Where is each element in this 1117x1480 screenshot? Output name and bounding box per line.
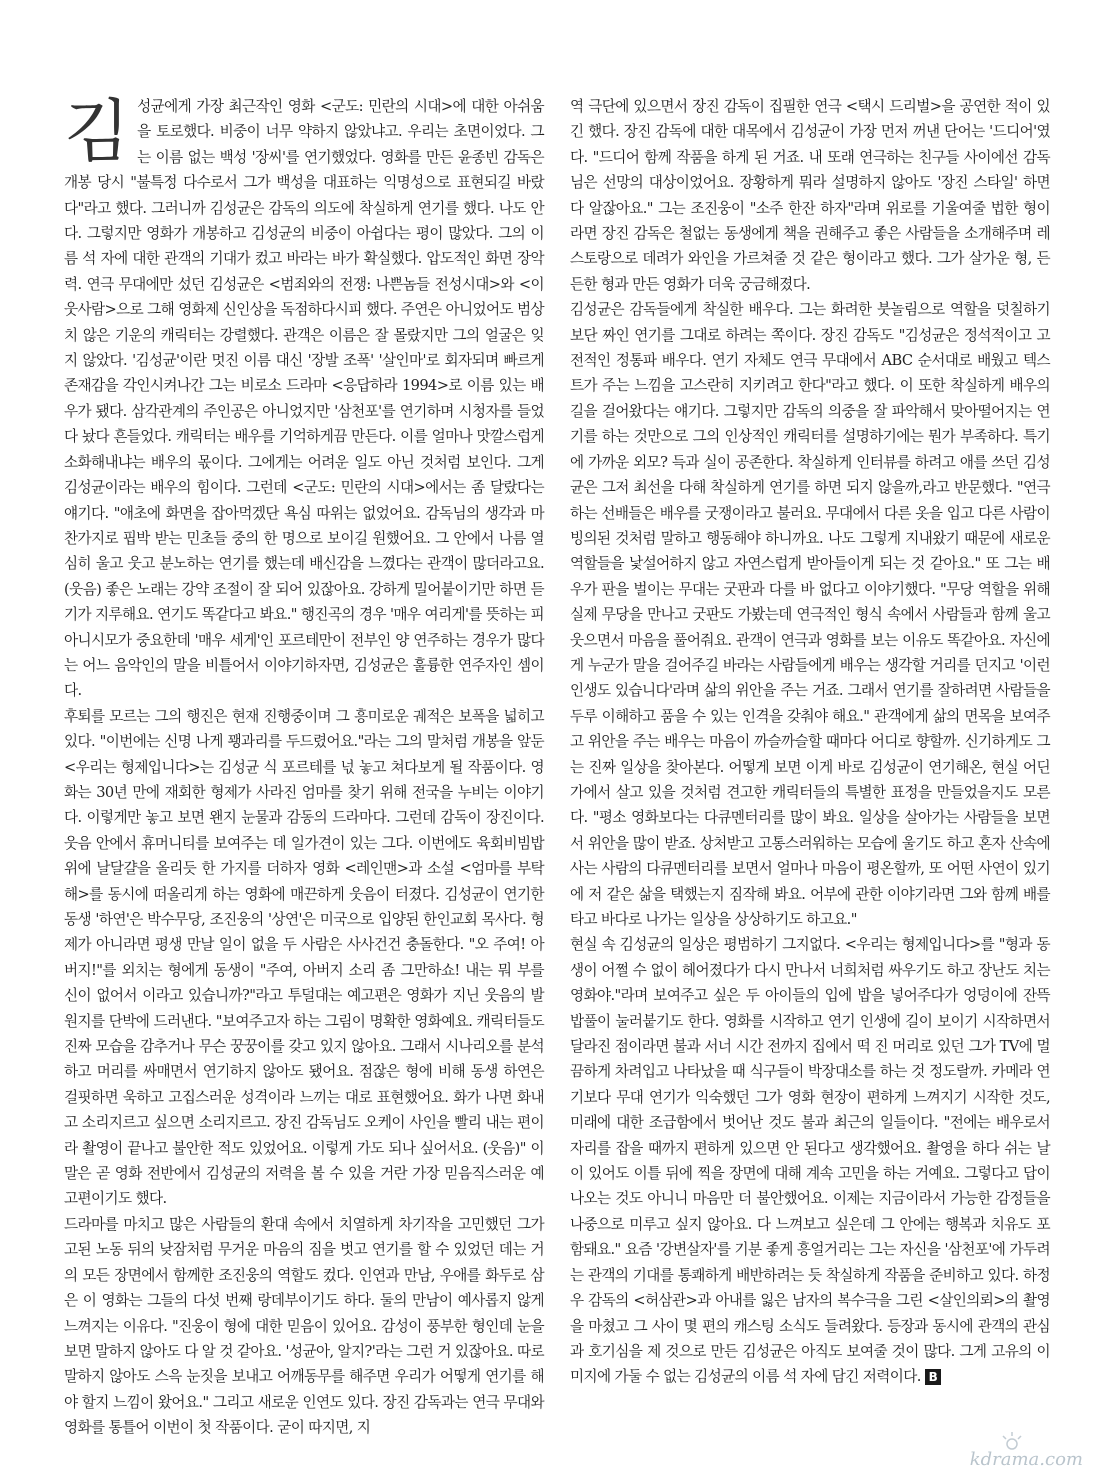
article-paragraph-text: 현실 속 김성균의 일상은 평범하기 그지없다. <우리는 형제입니다>를 "형과 동생이 어쩔 수 없이 헤어졌다가 다시 만나서 너희처럼 싸우기도 하고 장난도 치는 영화야."라며 보여주고 싶은 두 아이들의 입에 밥을 넣어주다가 엉덩이에 잔뜩 밥풀이 눌러붙기도 한다. 영화를 시작하고 연기 인생에 길이 보이기 시작하면서 달라진 점이라면 불과 서너 시간 전까지 집에서 떡 진 머리로 있던 그가 TV에 멀끔하게 차려입고 나타났을 때 식구들이 박장대소를 하는 것 정도랄까. 카메라 연기보다 무대 연기가 익숙했던 그가 영화 현장이 편하게 느껴지기 시작한 것도, 미래에 대한 조급함에서 벗어난 것도 불과 최근의 일들이다. "전에는 배우로서 자리를 잡을 때까지 편하게 있으면 안 된다고 생각했어요. 촬영을 하다 쉬는 날이 있어도 이틀 뒤에 찍을 장면에 대해 계속 고민을 하는 거예요. 그렇다고 답이 나오는 것도 아니니 마음만 더 불안했어요. 이제는 지금이라서 가능한 감정들을 나중으로 미루고 싶지 않아요. 다 느껴보고 싶은데 그 안에는 행복과 치유도 포함돼요." 요즘 '강변살자'를 기분 좋게 흥얼거리는 그는 자신을 '삼천포'에 가두려는 관객의 기대를 통쾌하게 배반하려는 듯 착실하게 작품을 준비하고 있다. 하정우 감독의 <허삼관>과 아내를 잃은 남자의 복수극을 그린 <살인의뢰>의 촬영을 마쳤고 그 사이 몇 편의 캐스팅 소식도 들려왔다. 등장과 동시에 관객의 관심과 호기심을 제 것으로 만든 김성균은 아직도 보여줄 것이 많다. 그게 고유의 이미지에 가둘 수 없는 김성균의 이름 석 자에 담긴 저력이다.: [570, 936, 1050, 1386]
end-mark-icon: B: [925, 1369, 941, 1385]
article-paragraph: 역 극단에 있으면서 장진 감독이 집필한 연극 <택시 드리벌>을 공연한 적이 있긴 했다. 장진 감독에 대한 대목에서 김성균이 가장 먼저 꺼낸 단어는 '드디어'였다. "드디어 함께 작품을 하게 된 거죠. 내 또래 연극하는 친구들 사이에선 감독님은 선망의 대상이었어요. 장황하게 뭐라 설명하지 않아도 '장진 스타일' 하면 다 알잖아요." 그는 조진웅이 "소주 한잔 하자"라며 위로를 기울여줄 법한 형이라면 장진 감독은 철없는 동생에게 책을 권해주고 좋은 사람들을 소개해주며 레스토랑으로 데려가 와인을 가르쳐줄 것 같은 형이라고 했다. 그가 살가운 형, 든든한 형과 만든 영화가 더욱 궁금해졌다.: [570, 98, 1050, 293]
article-paragraph: 김성균은 감독들에게 착실한 배우다. 그는 화려한 붓놀림으로 역할을 덧칠하기보단 짜인 연기를 그대로 하려는 쪽이다. 장진 감독도 "김성균은 정석적이고 고전적인 정통파 배우다. 연기 자체도 연극 무대에서 ABC 순서대로 배웠고 텍스트가 주는 느낌을 고스란히 지키려고 한다"라고 했다. 이 또한 착실하게 배우의 길을 걸어왔다는 얘기다. 그렇지만 감독의 의중을 잘 파악해서 맞아떨어지는 연기를 하는 것만으로 그의 인상적인 캐릭터를 설명하기에는 뭔가 부족하다. 특기에 가까운 외모? 득과 실이 공존한다. 착실하게 인터뷰를 하려고 애를 쓰던 김성균은 그저 최선을 다해 착실하게 연기를 하면 되지 않을까,라고 반문했다. "연극하는 선배들은 배우를 굿쟁이라고 불러요. 무대에서 다른 옷을 입고 다른 사람이 빙의된 것처럼 말하고 행동해야 하니까요. 나도 그렇게 지내왔기 때문에 새로운 역할들을 낯설어하지 않고 자연스럽게 받아들이게 되는 것 같아요." 또 그는 배우가 판을 벌이는 무대는 굿판과 다를 바 없다고 이야기했다. "무당 역할을 위해 실제 무당을 만나고 굿판도 가봤는데 연극적인 형식 속에서 사람들과 함께 울고 웃으면서 마음을 풀어줘요. 관객이 연극과 영화를 보는 이유도 똑같아요. 자신에게 누군가 말을 걸어주길 바라는 사람들에게 배우는 생각할 거리를 던지고 '이런 인생도 있습니다'라며 삶의 위안을 주는 거죠. 그래서 연기를 잘하려면 사람들을 두루 이해하고 품을 수 있는 인격을 갖춰야 해요." 관객에게 삶의 면목을 보여주고 위안을 주는 배우는 마음이 까슬까슬할 때마다 어디로 향할까. 신기하게도 그는 진짜 일상을 찾아본다. 어떻게 보면 이게 바로 김성균이 연기해온, 현실 어딘가에서 살고 있을 것처럼 견고한 캐릭터들의 특별한 표정을 만들었을지도 모른다. "평소 영화보다는 다큐멘터리를 많이 봐요. 일상을 살아가는 사람들을 보면서 위안을 많이 받죠. 상처받고 고통스러워하는 모습에 울기도 하고 혼자 산속에 사는 사람의 다큐멘터리를 보면서 얼마나 마음이 평온할까, 또 어떤 사연이 있기에 저 같은 삶을 택했는지 짐작해 봐요. 어부에 관한 이야기라면 그와 함께 배를 타고 바다로 나가는 일상을 상상하기도 하고요.": [570, 301, 1050, 928]
article-paragraph: 성균에게 가장 최근작인 영화 <군도: 민란의 시대>에 대한 아쉬움을 토로했다. 비중이 너무 약하지 않았냐고. 우리는 초면이었다. 그는 이름 없는 백성 '장씨'를 연기했었다. 영화를 만든 윤종빈 감독은 개봉 당시 "불특정 다수로서 그가 백성을 대표하는 익명성으로 표현되길 바랐다"라고 했다. 그러니까 김성균은 감독의 의도에 착실하게 연기를 했다. 나도 안다. 그렇지만 영화가 개봉하고 김성균의 비중이 아쉽다는 평이 많았다. 그의 이름 석 자에 대한 관객의 기대가 컸고 바라는 바가 확실했다. 압도적인 화면 장악력. 연극 무대에만 섰던 김성균은 <범죄와의 전쟁: 나쁜놈들 전성시대>와 <이웃사람>으로 그해 영화제 신인상을 독점하다시피 했다. 주연은 아니었어도 범상치 않은 기운의 캐릭터는 강렬했다. 관객은 이름은 잘 몰랐지만 그의 얼굴은 잊지 않았다. '김성균'이란 멋진 이름 대신 '장발 조폭' '살인마'로 회자되며 빠르게 존재감을 각인시켜나간 그는 비로소 드라마 <응답하라 1994>로 이름 있는 배우가 됐다. 삼각관계의 주인공은 아니었지만 '삼천포'를 연기하며 시청자를 들었다 놨다 흔들었다. 캐릭터는 배우를 기억하게끔 만든다. 이를 얼마나 맛깔스럽게 소화해내냐는 배우의 몫이다. 그에게는 어려운 일도 아닌 것처럼 보인다. 그게 김성균이라는 배우의 힘이다. 그런데 <군도: 민란의 시대>에서는 좀 달랐다는 얘기다. "애초에 화면을 잡아먹겠단 욕심 따위는 없었어요. 감독님의 생각과 마찬가지로 핍박 받는 민초들 중의 한 명으로 보이길 원했어요. 그 안에서 나름 열심히 울고 웃고 분노하는 연기를 했는데 배신감을 느꼈다는 관객이 많더라고요. (웃음) 좋은 노래는 강약 조절이 잘 되어 있잖아요. 강하게 밀어붙이기만 하면 듣기가 지루해요. 연기도 똑같다고 봐요." 행진곡의 경우 '매우 여리게'를 뜻하는 피아니시모가 중요한데 '매우 세게'인 포르테만이 전부인 양 연주하는 경우가 많다는 어느 음악인의 말을 비틀어서 이야기하자면, 김성균은 훌륭한 연주자인 셈이다.: [64, 98, 544, 700]
article-paragraph: 후퇴를 모르는 그의 행진은 현재 진행중이며 그 흥미로운 궤적은 보폭을 넓히고 있다. "이번에는 신명 나게 꽹과리를 두드렸어요."라는 그의 말처럼 개봉을 앞둔 <우리는 형제입니다>는 김성균 식 포르테를 넋 놓고 쳐다보게 될 작품이다. 영화는 30년 만에 재회한 형제가 사라진 엄마를 찾기 위해 전국을 누비는 이야기다. 이렇게만 놓고 보면 왠지 눈물과 감동의 드라마다. 그런데 감독이 장진이다. 웃음 안에서 휴머니티를 보여주는 데 일가견이 있는 그다. 이번에도 육회비빔밥 위에 날달걀을 올리듯 한 가지를 더하자 영화 <레인맨>과 소설 <엄마를 부탁해>를 동시에 떠올리게 하는 영화에 매끈하게 웃음이 터졌다. 김성균이 연기한 동생 '하연'은 박수무당, 조진웅의 '상연'은 미국으로 입양된 한인교회 목사다. 형제가 아니라면 평생 만날 일이 없을 두 사람은 사사건건 충돌한다. "오 주여! 아버지!"를 외치는 형에게 동생이 "주여, 아버지 소리 좀 그만하쇼! 내는 뭐 부를 신이 없어서 이라고 있습니까?"라고 투덜대는 예고편은 영화가 지닌 웃음의 발원지를 단박에 드러낸다. "보여주고자 하는 그림이 명확한 영화예요. 캐릭터들도 진짜 모습을 감추거나 무슨 꿍꿍이를 갖고 있지 않아요. 그래서 시나리오를 분석하고 머리를 싸매면서 연기하지 않아도 됐어요. 점잖은 형에 비해 동생 하연은 걸핏하면 욱하고 고집스러운 성격이라 느끼는 대로 표현했어요. 화가 나면 화내고 소리지르고 싶으면 소리지르고. 장진 감독님도 오케이 사인을 빨리 내는 편이라 촬영이 끝나고 불안한 적도 있었어요. 이렇게 가도 되나 싶어서요. (웃음)" 이 말은 곧 영화 전반에서 김성균의 저력을 볼 수 있을 거란 가장 믿음직스러운 예고편이기도 했다.: [64, 707, 544, 1208]
drop-cap: 김: [64, 93, 130, 172]
sun-icon: [999, 1430, 1025, 1450]
watermark: kdrama.com: [969, 1449, 1083, 1470]
article-paragraph: 드라마를 마치고 많은 사람들의 환대 속에서 치열하게 차기작을 고민했던 그가 고된 노동 뒤의 낮잠처럼 무거운 마음의 짐을 벗고 연기를 할 수 있었던 데는 거의 모든 장면에서 함께한 조진웅의 역할도 컸다. 인연과 만남, 우애를 화두로 삼은 이 영화는 그들의 다섯 번째 랑데부이기도 하다. 둘의 만남이 예사롭지 않게 느껴지는 이유다. "진웅이 형에 대한 믿음이 있어요. 감성이 풍부한 형인데 눈을 보면 말하지 않아도 다 알 것 같아요. '성균아, 알지?'라는 그런 거 있잖아요. 따로 말하지 않아도 스윽 눈짓을 보내고 어깨동무를 해주면 우리가 어떻게 연기를 해야 할지 느낌이 왔어요." 그리고 새로운 인연도 있다. 장진 감독과는 연극 무대와 영화를 통틀어 이번이 첫 작품이다. 굳이 따지면, 지: [64, 1215, 544, 1437]
article-paragraph: [570, 932, 1050, 1389]
article-column-left: [64, 94, 544, 1441]
article-column-right: [570, 94, 1050, 1390]
